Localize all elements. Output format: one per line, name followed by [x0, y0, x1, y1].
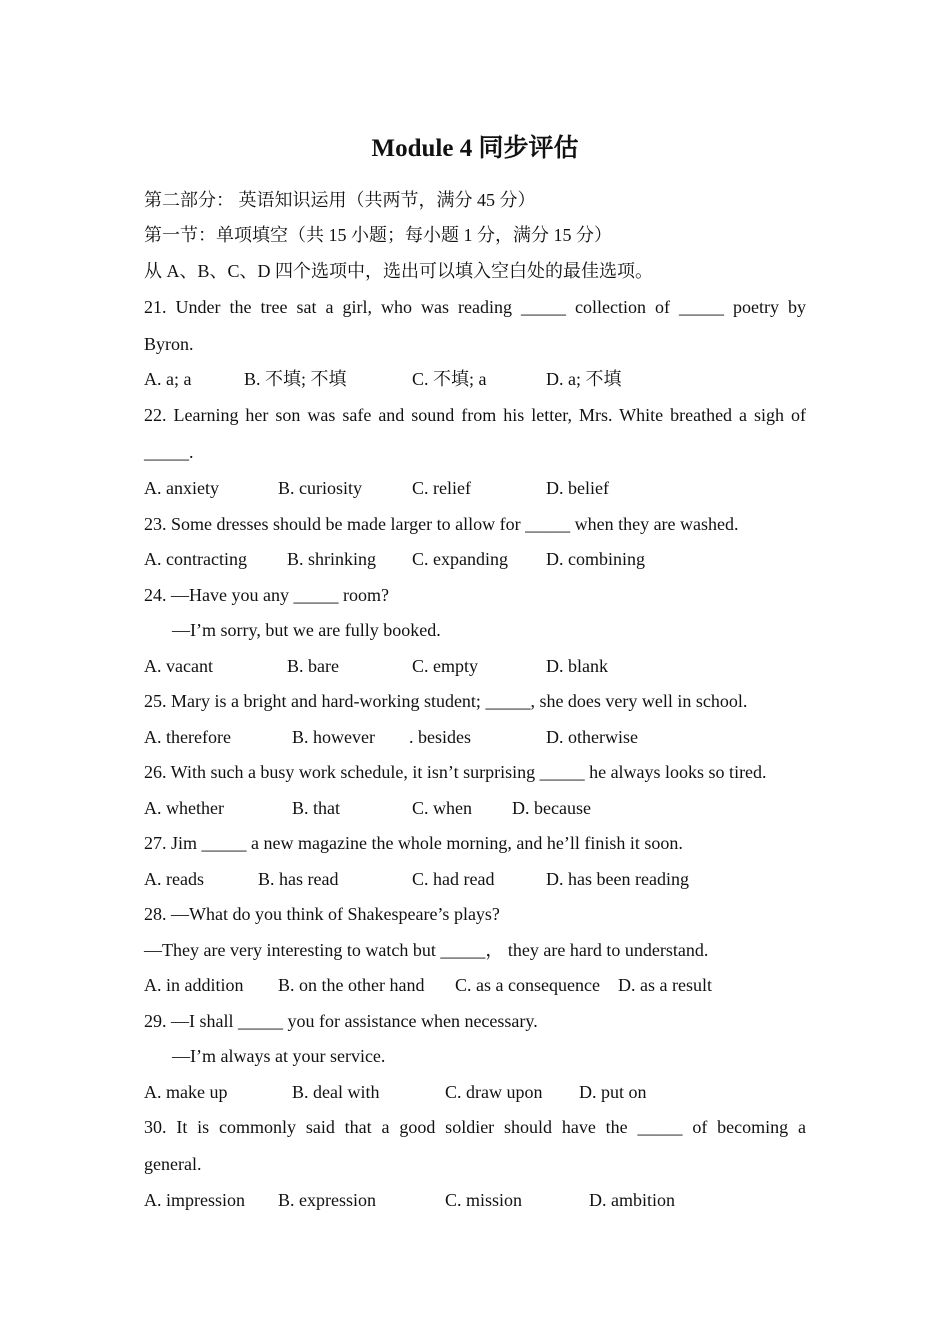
question-29-reply: —I’m always at your service. [172, 1046, 386, 1066]
question-22-stem: 22. Learning her son was safe and sound from his letter, Mrs. White breathed a sigh of [144, 405, 806, 425]
option-b: B. curiosity [278, 478, 362, 498]
option-d: D. as a result [618, 975, 712, 995]
option-b: B. bare [287, 656, 339, 676]
section-heading: 第一节：单项填空（共 15 小题；每小题 1 分，满分 15 分） [144, 225, 612, 245]
option-b: B. has read [258, 869, 339, 889]
question-26-stem: 26. With such a busy work schedule, it isn’t surprising _____ he always looks so tired. [144, 762, 767, 782]
option-c: C. when [412, 798, 472, 818]
question-29-stem: 29. —I shall _____ you for assistance when necessary. [144, 1011, 538, 1031]
option-d: D. ambition [589, 1190, 675, 1210]
option-b: B. that [292, 798, 340, 818]
option-c: C. mission [445, 1190, 523, 1210]
option-a: A. a; a [144, 369, 192, 389]
option-a: A. vacant [144, 656, 213, 676]
page-title: Module 4 同步评估 [371, 135, 579, 162]
question-27-stem: 27. Jim _____ a new magazine the whole morning, and he’ll finish it soon. [144, 833, 683, 853]
option-d: D. belief [546, 478, 609, 498]
option-c: C. 不填; a [412, 369, 487, 389]
option-a: A. make up [144, 1082, 228, 1102]
question-22-stem-cont: _____. [144, 442, 194, 462]
option-d: D. blank [546, 656, 608, 676]
option-b: B. shrinking [287, 549, 377, 569]
question-24-stem: 24. —Have you any _____ room? [144, 585, 389, 605]
question-24-reply: —I’m sorry, but we are fully booked. [172, 620, 441, 640]
option-c: C. draw upon [445, 1082, 543, 1102]
question-21-stem-cont: Byron. [144, 334, 194, 354]
question-28-reply: —They are very interesting to watch but _____， they are hard to understand. [144, 940, 709, 960]
option-a: A. reads [144, 869, 204, 889]
question-28-stem: 28. —What do you think of Shakespeare’s plays? [144, 904, 500, 924]
question-30-stem: 30. It is commonly said that a good soldier should have the _____ of becoming a [144, 1117, 806, 1137]
option-a: A. impression [144, 1190, 245, 1210]
question-23-stem: 23. Some dresses should be made larger to allow for _____ when they are washed. [144, 514, 739, 534]
option-a: A. therefore [144, 727, 231, 747]
option-c: C. expanding [412, 549, 508, 569]
option-d: D. a; 不填 [546, 369, 622, 389]
question-30-stem-cont: general. [144, 1154, 202, 1174]
option-a: A. anxiety [144, 478, 219, 498]
option-d: D. because [512, 798, 591, 818]
option-a: A. in addition [144, 975, 244, 995]
question-21-stem: 21. Under the tree sat a girl, who was reading _____ collection of _____ poetry by [144, 297, 806, 317]
option-c: C. empty [412, 656, 478, 676]
part-heading: 第二部分： 英语知识运用（共两节，满分 45 分） [144, 190, 536, 210]
option-a: A. whether [144, 798, 224, 818]
option-c: C. had read [412, 869, 495, 889]
option-b: B. expression [278, 1190, 376, 1210]
option-b: B. deal with [292, 1082, 380, 1102]
instruction-text: 从 A、B、C、D 四个选项中，选出可以填入空白处的最佳选项。 [144, 261, 654, 281]
question-25-stem: 25. Mary is a bright and hard-working student; _____, she does very well in school. [144, 691, 748, 711]
option-b: B. however [292, 727, 375, 747]
option-c: C. as a consequence [455, 975, 600, 995]
option-d: D. otherwise [546, 727, 638, 747]
option-b: B. on the other hand [278, 975, 425, 995]
option-d: D. combining [546, 549, 645, 569]
option-c: C. relief [412, 478, 471, 498]
option-d: D. has been reading [546, 869, 689, 889]
option-a: A. contracting [144, 549, 247, 569]
option-c: . besides [409, 727, 471, 747]
option-d: D. put on [579, 1082, 647, 1102]
option-b: B. 不填; 不填 [244, 369, 347, 389]
